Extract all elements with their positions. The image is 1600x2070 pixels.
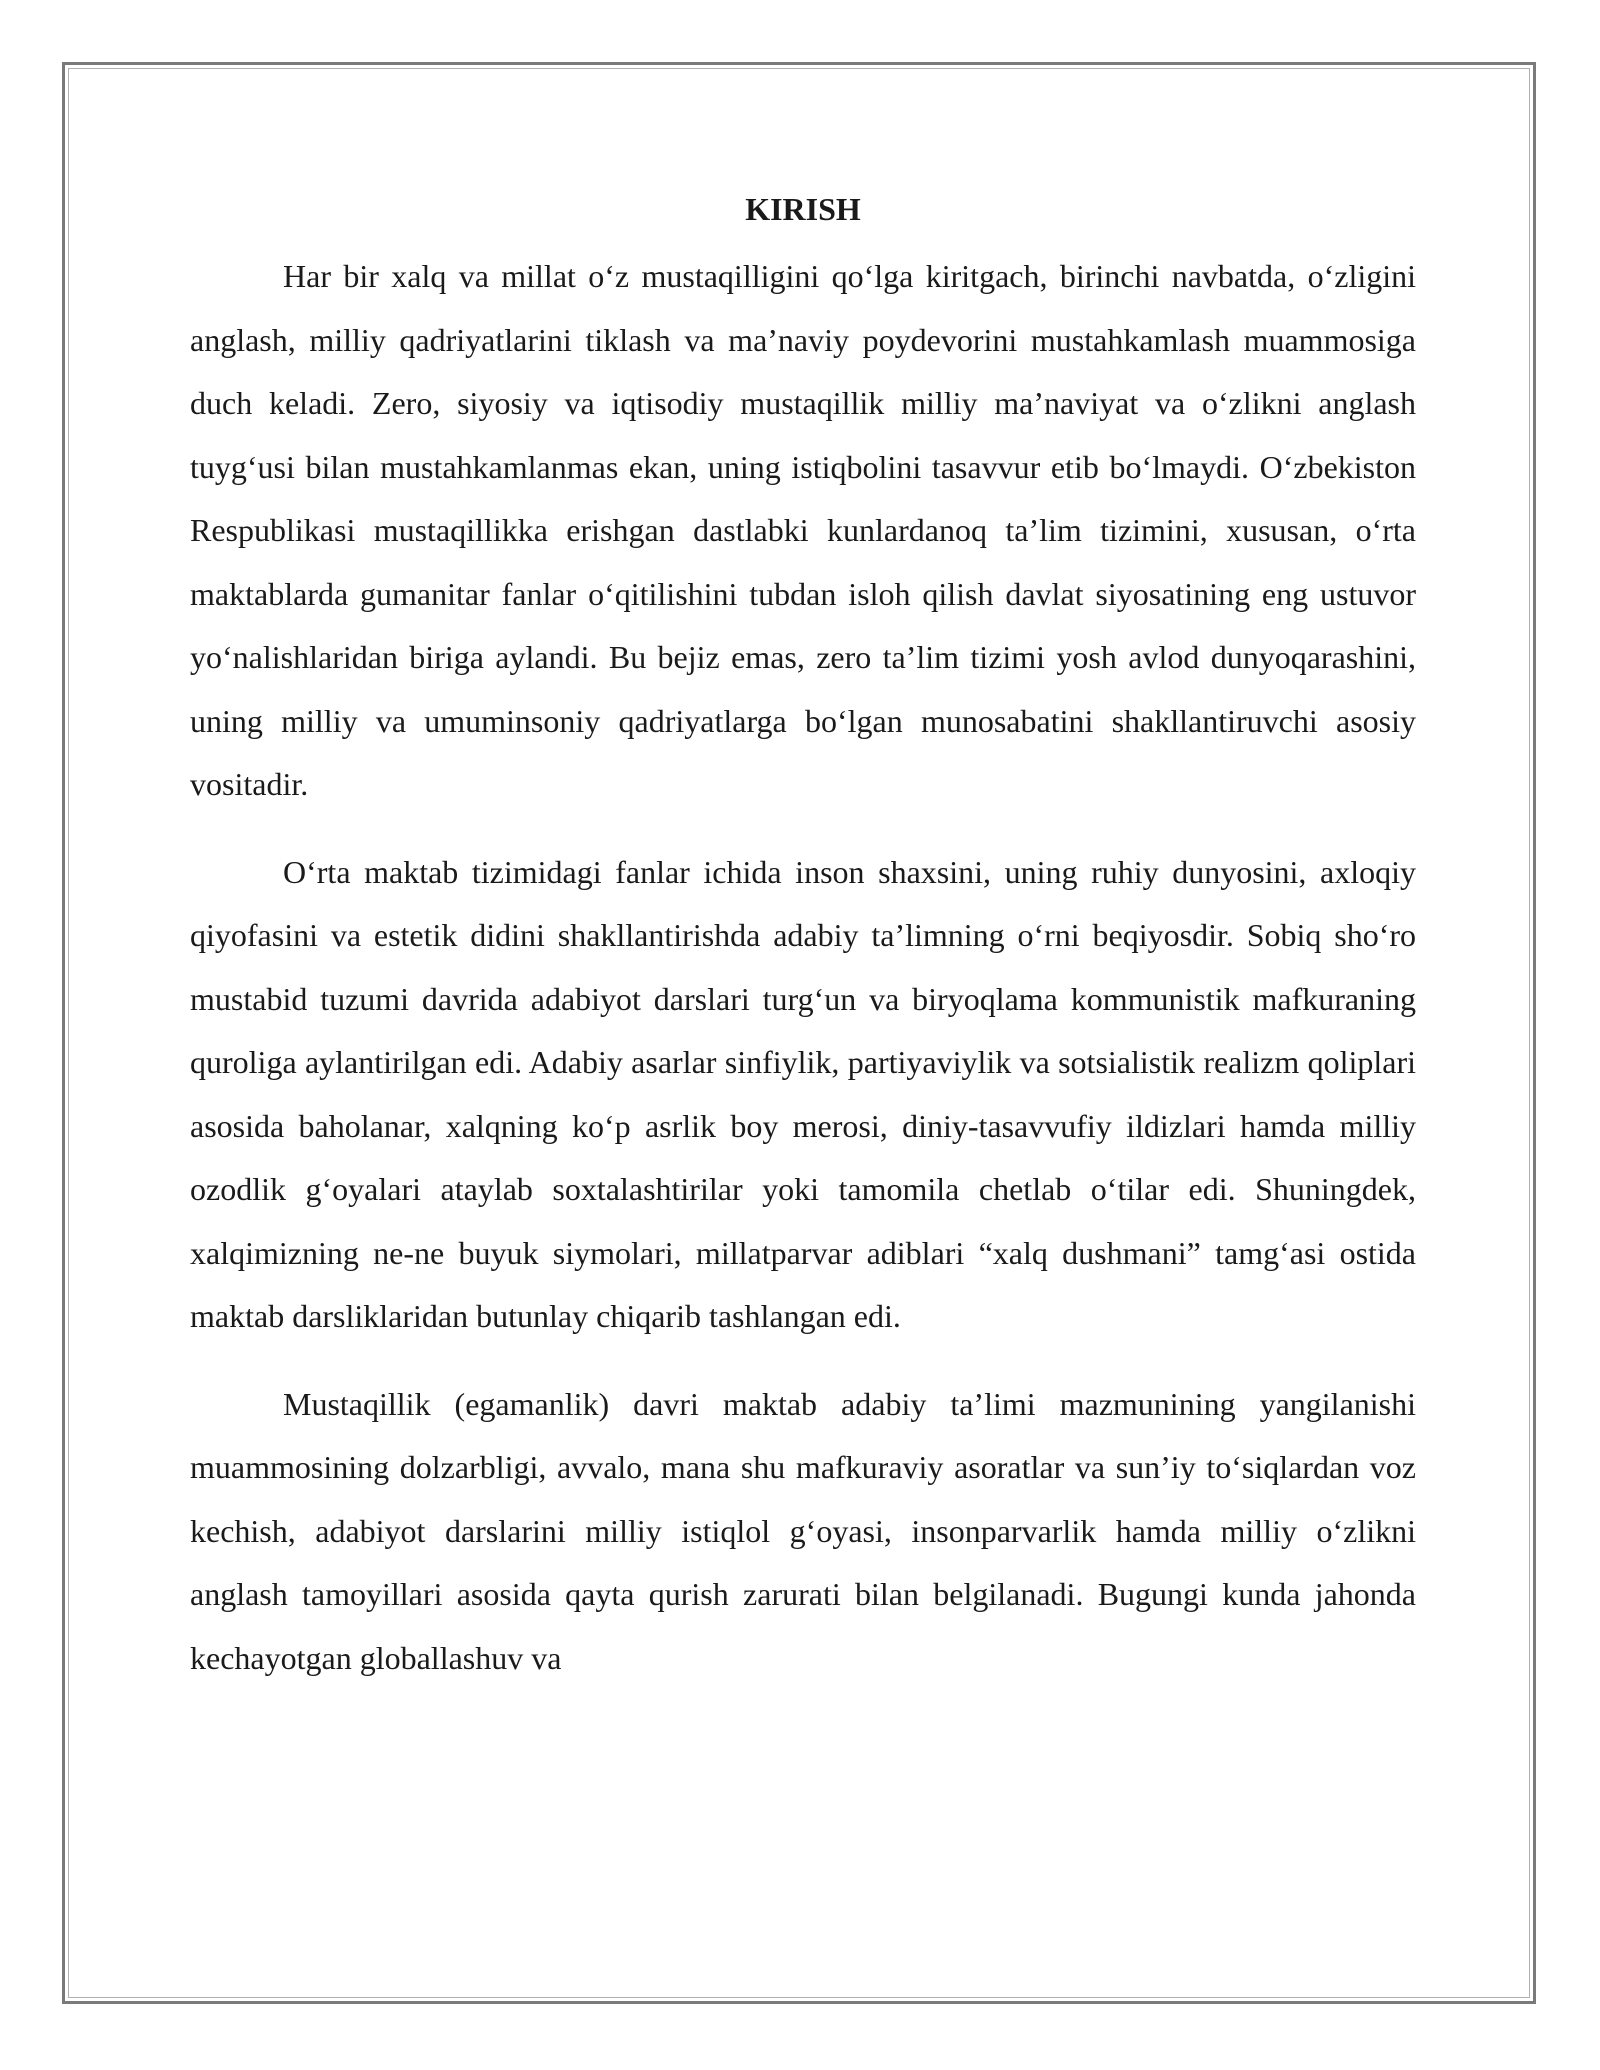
paragraph-1: Har bir xalq va millat o‘z mustaqilligini qo‘lga kiritgach, birinchi navbatda, o‘zligini anglash, milliy qadriyatlarini tiklash va ma’naviy poydevorini mustahkamlash muammosiga duch keladi. Zero, siyosiy va iqtisodiy mustaqillik milliy ma’naviyat va o‘zlikni anglash tuyg‘usi bilan mustahkamlanmas ekan, uning istiqbolini tasavvur etib bo‘lmaydi. O‘zbekiston Respublikasi mustaqillikka erishgan dastlabki kunlardanoq ta’lim tizimini, xususan, o‘rta maktablarda gumanitar fanlar o‘qitilishini tubdan isloh qilish davlat siyosatining eng ustuvor yo‘nalishlaridan biriga aylandi. Bu bejiz emas, zero ta’lim tizimi yosh avlod dunyoqarashini, uning milliy va umuminsoniy qadriyatlarga bo‘lgan munosabatini shakllantiruvchi asosiy vositadir. [190,258,1416,802]
paragraph-3: Mustaqillik (egamanlik) davri maktab adabiy ta’limi mazmunining yangilanishi muammosining dolzarbligi, avvalo, mana shu mafkuraviy asoratlar va sun’iy to‘siqlardan voz kechish, adabiyot darslarini milliy istiqlol g‘oyasi, insonparvarlik hamda milliy o‘zlikni anglash tamoyillari asosida qayta qurish zarurati bilan belgilanadi. Bugungi kunda jahonda kechayotgan globallashuv va [190,1385,1416,1676]
document-body [190,185,1416,1714]
paragraph-2: O‘rta maktab tizimidagi fanlar ichida inson shaxsini, uning ruhiy dunyosini, axloqiy qiyofasini va estetik didini shakllantirishda adabiy ta’limning o‘rni beqiyosdir. Sobiq sho‘ro mustabid tuzumi davrida adabiyot darslari turg‘un va biryoqlama kommunistik mafkuraning quroliga aylantirilgan edi. Adabiy asarlar sinfiylik, partiyaviylik va sotsialistik realizm qoliplari asosida baholanar, xalqning ko‘p asrlik boy merosi, diniy-tasavvufiy ildizlari hamda milliy ozodlik g‘oyalari ataylab soxtalashtirilar yoki tamomila chetlab o‘tilar edi. Shuningdek, xalqimizning ne-ne buyuk siymolari, millatparvar adiblari “xalq dushmani” tamg‘asi ostida maktab darsliklaridan butunlay chiqarib tashlangan edi. [190,853,1416,1334]
document-title: KIRISH [745,191,861,227]
